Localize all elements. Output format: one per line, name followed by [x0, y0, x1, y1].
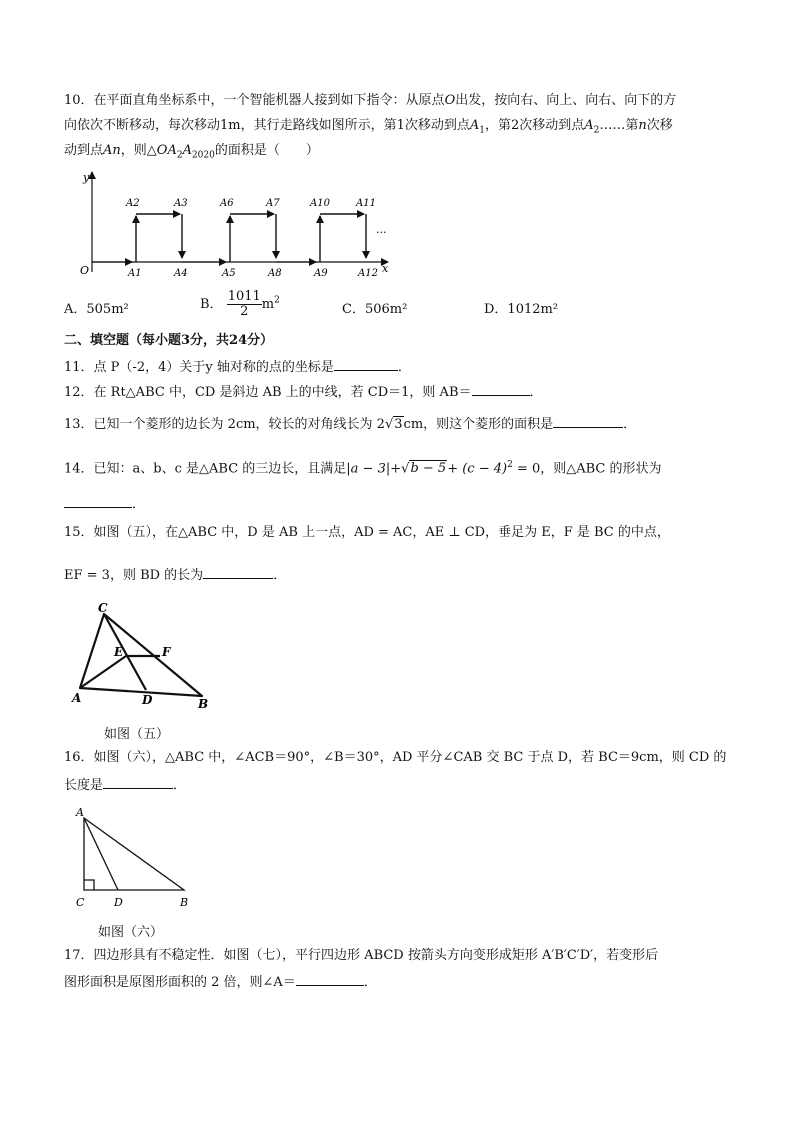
- q10-line-2: 向依次不断移动，每次移动1m，其行走路线如图所示，第1次移动到点$A_1$，第2次移动到点$A_2\dots\dots$第n次移: [64, 118, 673, 136]
- segment-cd: [104, 614, 146, 690]
- origin-label: O: [80, 264, 90, 277]
- q11: 11．点 P（-2，4）关于y 轴对称的点的坐标是 ．: [64, 357, 411, 377]
- path-group-3: [320, 214, 366, 262]
- ellipsis: ···: [376, 226, 387, 239]
- q13: 13．已知一个菱形的边长为 2cm，较长的对角线长为 2√3cm，则这个菱形的面积是 ．: [64, 414, 636, 434]
- q17-line-1: 17．四边形具有不稳定性．如图（七），平行四边形 ABCD 按箭头方向变形成矩形 A′B′C′D′，若变形后: [64, 948, 659, 963]
- choice-d: D．1012m²: [484, 302, 559, 317]
- label-A12: A12: [358, 268, 378, 279]
- label-A5: A5: [222, 268, 236, 279]
- label-E: E: [114, 645, 124, 659]
- triangle-acb: [84, 818, 184, 890]
- label-A9: A9: [314, 268, 328, 279]
- q17-line-2: 图形面积是原图形面积的 2 倍，则∠A＝ ．: [64, 972, 377, 992]
- segment-ae: [80, 656, 126, 688]
- q15-triangle-figure: [66, 602, 216, 712]
- q12: 12．在 Rt△ABC 中，CD 是斜边 AB 上的中线，若 CD＝1，则 AB＝ ．: [64, 382, 543, 402]
- label-B: B: [198, 697, 209, 711]
- label-C: C: [76, 896, 85, 909]
- label-A4: A4: [174, 268, 188, 279]
- y-axis-label: y: [83, 171, 90, 184]
- label-A8: A8: [268, 268, 282, 279]
- label-A11: A11: [356, 198, 376, 209]
- label-F: F: [162, 645, 171, 659]
- right-angle-mark: [84, 880, 94, 890]
- q10-line-1: 10．在平面直角坐标系中，一个智能机器人接到如下指令：从原点O出发，按向右、向上、向右、向下的方: [64, 93, 677, 108]
- label-B: B: [180, 896, 189, 909]
- q16-caption: 如图（六）: [98, 925, 164, 940]
- path-group-2: [230, 214, 276, 262]
- label-C: C: [98, 602, 108, 615]
- label-A7: A7: [266, 198, 280, 209]
- label-A: A: [76, 806, 84, 819]
- label-A3: A3: [174, 198, 188, 209]
- label-A10: A10: [310, 198, 330, 209]
- label-D: D: [114, 896, 123, 909]
- label-A6: A6: [220, 198, 234, 209]
- q10-line-3: 动到点An，则$\triangle OA_2A_{2020}$的面积是（ ）: [64, 143, 319, 161]
- choice-b: B． $\frac{1011}{2}$ $m^2$: [200, 289, 280, 319]
- label-A1: A1: [128, 268, 142, 279]
- q15-line-2: EF = 3，则 BD 的长为 ．: [64, 565, 286, 585]
- segment-ad: [84, 818, 118, 890]
- section-title: 二、填空题（每小题3分，共24分）: [64, 333, 274, 348]
- label-D: D: [142, 693, 153, 707]
- q14-blank: ．: [64, 494, 145, 514]
- choice-c: C．506m²: [342, 302, 408, 317]
- q16-line-2: 长度是 ．: [64, 775, 186, 795]
- q15-line-1: 15．如图（五），在△ABC 中，D 是 AB 上一点，AD = AC，AE ⊥ CD，垂足为 E，F 是 BC 的中点，: [64, 525, 670, 540]
- q10-path-figure: [70, 168, 400, 280]
- q15-caption: 如图（五）: [104, 727, 170, 742]
- label-A: A: [72, 691, 82, 705]
- q16-line-1: 16．如图（六），△ABC 中，∠ACB＝90°，∠B＝30°，AD 平分∠CAB 交 BC 于点 D，若 BC＝9cm，则 CD 的: [64, 750, 727, 765]
- choice-a: A．505m²: [64, 302, 129, 317]
- x-axis-label: x: [382, 262, 389, 275]
- path-group-1: [136, 214, 182, 262]
- q16-triangle-figure: [70, 802, 200, 914]
- q14: 14．已知：a、b、c 是△ABC 的三边长，且满足$|a - 3|+√b - 5+ (c - 4)^2 = 0$，则△ABC 的形状为: [64, 460, 662, 477]
- label-A2: A2: [126, 198, 140, 209]
